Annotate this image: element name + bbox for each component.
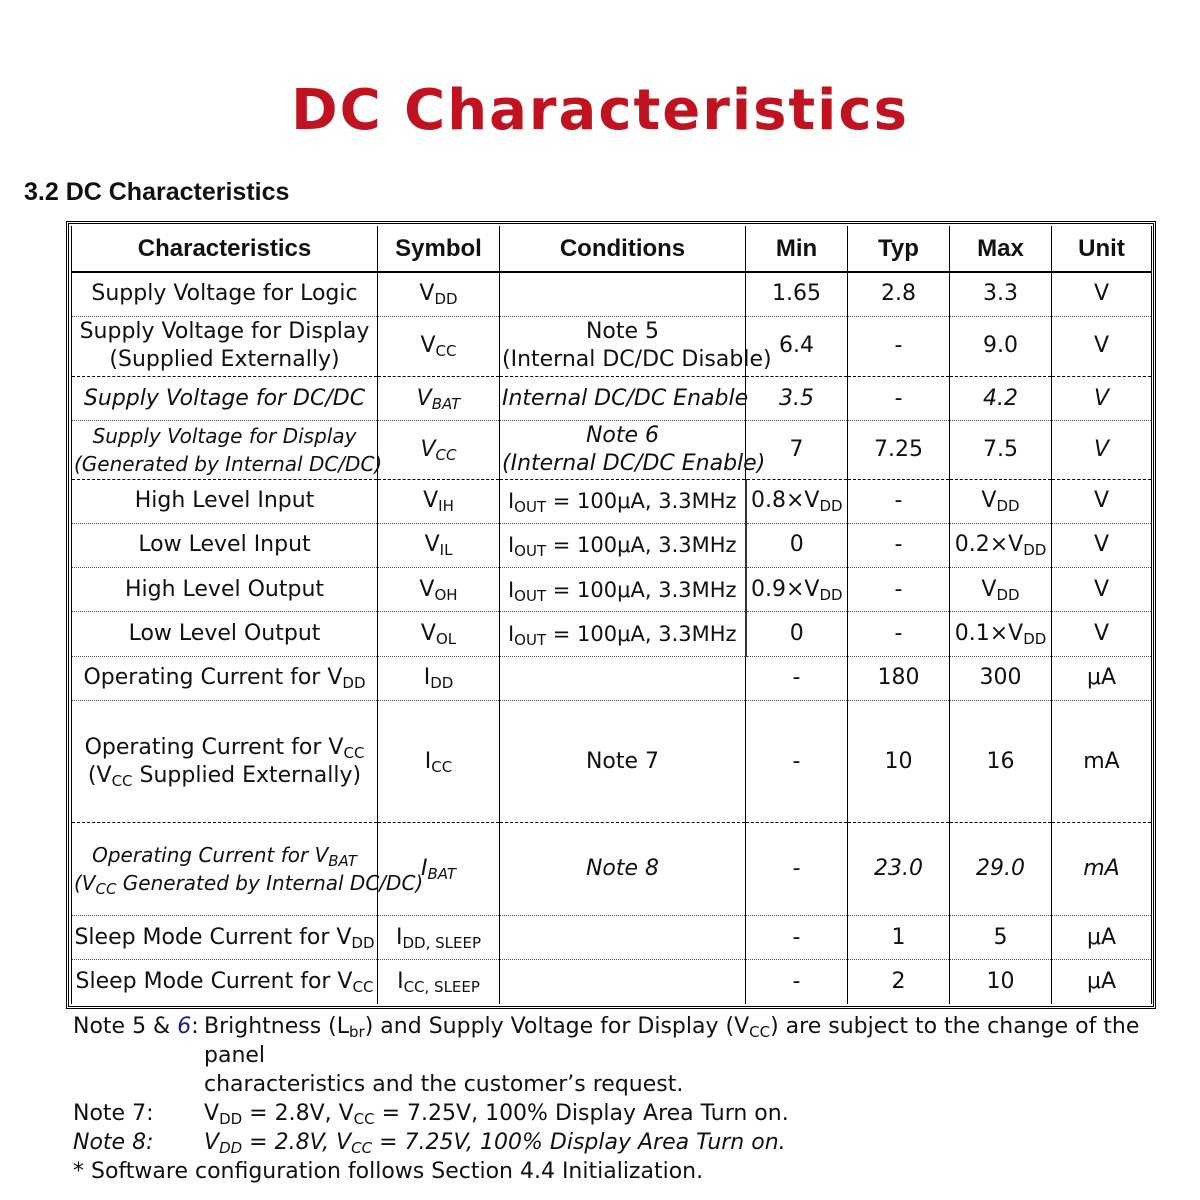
cell-unit: V: [1052, 377, 1152, 421]
cell-conditions: $I_{OUT} = 100\mu A$, 3.3MHz: [500, 523, 746, 567]
cell-typ: -: [848, 523, 950, 567]
cell-symbol: $V_{IH}$: [378, 479, 500, 523]
cell-symbol: $V_{OH}$: [378, 568, 500, 612]
note-7-text: $V_{DD} = 2.8V$, $V_{CC} = 7.25V$, 100% Display Area Turn on.: [204, 1101, 789, 1128]
cell-conditions: [500, 960, 746, 1004]
note-7: [73, 1099, 1173, 1128]
cell-symbol: $V_{CC}$: [378, 421, 500, 479]
cell-max: 4.2: [950, 377, 1052, 421]
cell-typ: 7.25: [848, 421, 950, 479]
cell-symbol: $V_{BAT}$: [378, 377, 500, 421]
cell-typ: -: [848, 568, 950, 612]
cell-characteristic: Supply Voltage for DC/DC: [72, 377, 378, 421]
cell-conditions: Note 5 (Internal DC/DC Disable): [500, 316, 746, 376]
cell-unit: V: [1052, 612, 1152, 656]
cell-max: 7.5: [950, 421, 1052, 479]
table-row: [72, 316, 1152, 376]
table-row: [72, 700, 1152, 823]
note-5-6: [73, 1012, 1173, 1099]
cell-unit: mA: [1052, 823, 1152, 916]
cell-unit: V: [1052, 272, 1152, 316]
cell-max: $V_{DD}$: [950, 568, 1052, 612]
table-row: [72, 612, 1152, 656]
cell-conditions: Note 6 (Internal DC/DC Enable): [500, 421, 746, 479]
cell-characteristic: Low Level Input: [72, 523, 378, 567]
note-5-6-label: Note 5 & 6:: [73, 1014, 199, 1039]
cell-max: 5: [950, 915, 1052, 959]
header-max: Max: [950, 226, 1052, 272]
cell-typ: 1: [848, 915, 950, 959]
cell-symbol: $I_{BAT}$: [378, 823, 500, 916]
note-8: [73, 1128, 1173, 1157]
table-header-row: [72, 226, 1152, 272]
cell-min: 0: [746, 523, 848, 567]
cell-conditions: $I_{OUT} = 100\mu A$, 3.3MHz: [500, 479, 746, 523]
cell-max: 9.0: [950, 316, 1052, 376]
table-row: [72, 568, 1152, 612]
cell-min: -: [746, 700, 848, 823]
cell-typ: -: [848, 479, 950, 523]
cell-min: 3.5: [746, 377, 848, 421]
cell-typ: -: [848, 377, 950, 421]
cell-max: 300: [950, 656, 1052, 700]
header-characteristics: Characteristics: [72, 226, 378, 272]
cell-conditions: $I_{OUT} = 100\mu A$, 3.3MHz: [500, 612, 746, 656]
header-typ: Typ: [848, 226, 950, 272]
cell-min: -: [746, 960, 848, 1004]
cell-characteristic: Operating Current for $V_{DD}$: [72, 656, 378, 700]
page-title: DC Characteristics: [291, 78, 909, 143]
cell-unit: μA: [1052, 915, 1152, 959]
cell-characteristic: Supply Voltage for Display (Generated by Internal DC/DC): [72, 421, 378, 479]
cell-typ: 2: [848, 960, 950, 1004]
cell-symbol: $I_{CC}$: [378, 700, 500, 823]
cell-characteristic: Supply Voltage for Display (Supplied Externally): [72, 316, 378, 376]
cell-unit: V: [1052, 316, 1152, 376]
note-8-text: $V_{DD} = 2.8V$, $V_{CC} = 7.25V$, 100% Display Area Turn on.: [204, 1130, 786, 1157]
cell-min: -: [746, 915, 848, 959]
table-row: [72, 656, 1152, 700]
table-row: [72, 915, 1152, 959]
cell-max: 29.0: [950, 823, 1052, 916]
cell-max: $0.1\times V_{DD}$: [950, 612, 1052, 656]
cell-characteristic: Low Level Output: [72, 612, 378, 656]
cell-unit: V: [1052, 421, 1152, 479]
cell-typ: -: [848, 612, 950, 656]
table-row: [72, 823, 1152, 916]
header-unit: Unit: [1052, 226, 1152, 272]
cell-min: -: [746, 656, 848, 700]
table-row: [72, 272, 1152, 316]
table-row: [72, 479, 1152, 523]
cell-conditions: [500, 272, 746, 316]
cell-typ: 10: [848, 700, 950, 823]
cell-symbol: $I_{CC, SLEEP}$: [378, 960, 500, 1004]
cell-min: $0.8\times V_{DD}$: [746, 479, 848, 523]
cell-min: $0.9\times V_{DD}$: [746, 568, 848, 612]
cell-characteristic: Sleep Mode Current for $V_{CC}$: [72, 960, 378, 1004]
table-row: [72, 960, 1152, 1004]
note-8-label: Note 8:: [73, 1130, 154, 1155]
cell-typ: 23.0: [848, 823, 950, 916]
cell-characteristic: High Level Output: [72, 568, 378, 612]
header-conditions: Conditions: [500, 226, 746, 272]
header-min: Min: [746, 226, 848, 272]
header-symbol: Symbol: [378, 226, 500, 272]
cell-symbol: $I_{DD, SLEEP}$: [378, 915, 500, 959]
cell-conditions: Note 8: [500, 823, 746, 916]
cell-symbol: $V_{OL}$: [378, 612, 500, 656]
cell-min: 1.65: [746, 272, 848, 316]
cell-max: $V_{DD}$: [950, 479, 1052, 523]
cell-max: 16: [950, 700, 1052, 823]
table-row: [72, 377, 1152, 421]
cell-min: -: [746, 823, 848, 916]
cell-characteristic: High Level Input: [72, 479, 378, 523]
cell-min: 6.4: [746, 316, 848, 376]
cell-conditions: [500, 915, 746, 959]
cell-symbol: $V_{DD}$: [378, 272, 500, 316]
cell-max: $0.2\times V_{DD}$: [950, 523, 1052, 567]
cell-unit: mA: [1052, 700, 1152, 823]
table-row: [72, 523, 1152, 567]
software-note: * Software configuration follows Section 4.4 Initialization.: [73, 1159, 704, 1184]
cell-max: 10: [950, 960, 1052, 1004]
cell-unit: μA: [1052, 656, 1152, 700]
cell-typ: 2.8: [848, 272, 950, 316]
cell-symbol: $I_{DD}$: [378, 656, 500, 700]
cell-characteristic: Supply Voltage for Logic: [72, 272, 378, 316]
cell-conditions: Internal DC/DC Enable: [500, 377, 746, 421]
cell-unit: V: [1052, 479, 1152, 523]
cell-characteristic: Sleep Mode Current for $V_{DD}$: [72, 915, 378, 959]
cell-unit: μA: [1052, 960, 1152, 1004]
cell-min: 0: [746, 612, 848, 656]
cell-typ: 180: [848, 656, 950, 700]
cell-max: 3.3: [950, 272, 1052, 316]
cell-conditions: Note 7: [500, 700, 746, 823]
cell-characteristic: Operating Current for $V_{BAT}$ ($V_{CC}$ Generated by Internal DC/DC): [72, 823, 378, 916]
dc-characteristics-table: [66, 221, 1156, 1009]
cell-unit: V: [1052, 523, 1152, 567]
table-row: [72, 421, 1152, 479]
cell-conditions: [500, 656, 746, 700]
cell-conditions: $I_{OUT} = 100\mu A$, 3.3MHz: [500, 568, 746, 612]
note-7-label: Note 7:: [73, 1101, 154, 1126]
cell-typ: -: [848, 316, 950, 376]
cell-symbol: $V_{IL}$: [378, 523, 500, 567]
note-5-6-text: Brightness $(L_{br})$ and Supply Voltage for Display $(V_{CC})$ are subject to the change of the panel characteristics and the customer’s request.: [204, 1014, 1140, 1097]
cell-characteristic: Operating Current for $V_{CC}$ ($V_{CC}$ Supplied Externally): [72, 700, 378, 823]
cell-unit: V: [1052, 568, 1152, 612]
section-title: 3.2 DC Characteristics: [24, 178, 290, 206]
cell-min: 7: [746, 421, 848, 479]
cell-symbol: $V_{CC}$: [378, 316, 500, 376]
notes-section: [73, 1012, 1173, 1186]
